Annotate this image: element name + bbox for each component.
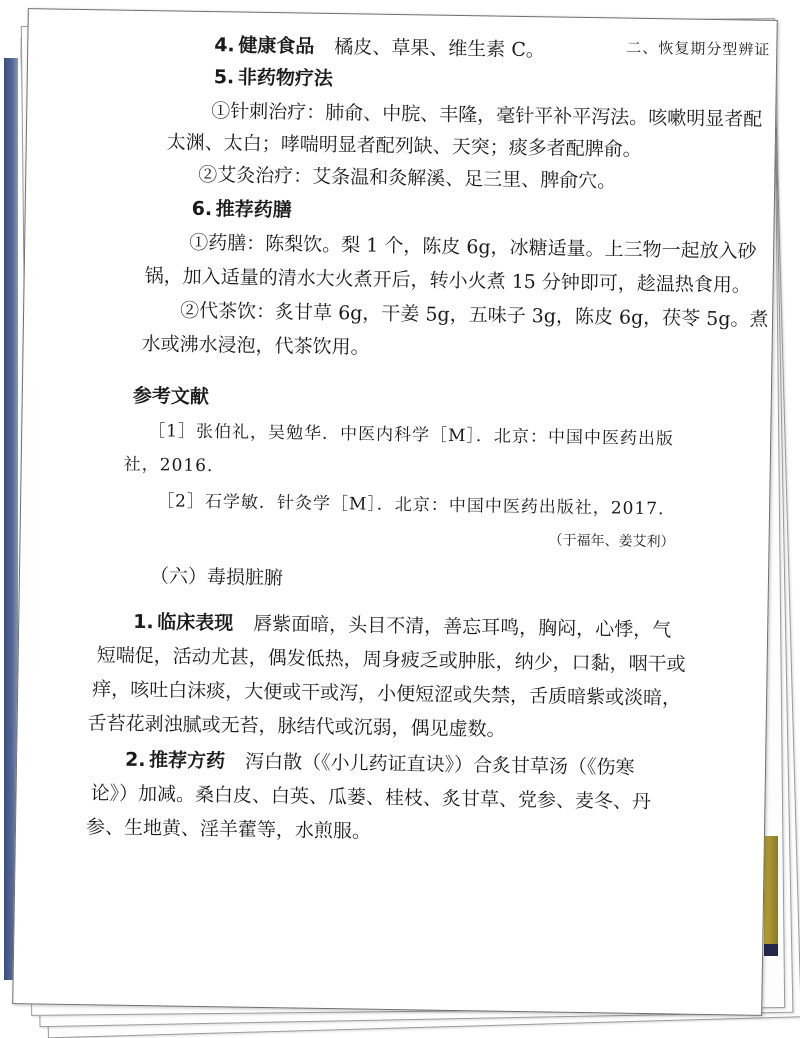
prescription-line-2: 论》）加减。桑白皮、白英、瓜蒌、桂枝、炙甘草、党参、麦冬、丹 <box>90 782 652 814</box>
item-5-number: 5. <box>213 66 235 89</box>
prescription-number: 2. <box>124 748 146 772</box>
reference-2: ［2］石学敏．针灸学［M］．北京：中国中医药出版社，2017. <box>156 491 665 520</box>
document-page <box>12 8 778 1016</box>
cover-edge-gold <box>764 836 778 944</box>
authors-note: （于福年、姜艾利） <box>548 532 675 551</box>
diet-line-4: 水或沸水浸泡，代茶饮用。 <box>141 333 370 359</box>
reference-1-line-1: ［1］张伯礼，吴勉华．中医内科学［M］．北京：中国中医药出版 <box>148 421 675 450</box>
diet-line-1: ①药膳：陈梨饮。梨 1 个，陈皮 6g，冰糖适量。上三物一起放入砂 <box>189 231 757 263</box>
clinical-line-3: 痒，咳吐白沫痰，大便或干或泻，小便短涩或失禁，舌质暗紫或淡暗， <box>92 678 682 710</box>
item-6-title: 推荐药膳 <box>215 198 292 222</box>
clinical-line-4: 舌苔花剥浊腻或无苔，脉结代或沉弱，偶见虚数。 <box>87 712 506 741</box>
reference-1-line-2: 社，2016. <box>123 454 214 477</box>
running-header: 二、恢复期分型辨证 <box>626 38 771 59</box>
cover-edge-dark <box>764 944 778 956</box>
item-6-number: 6. <box>191 197 213 221</box>
diet-line-2: 锅，加入适量的清水大火煮开后，转小火煮 15 分钟即可，趁温热食用。 <box>144 265 752 297</box>
item-5-title: 非药物疗法 <box>237 66 333 90</box>
item-4-text: 橘皮、草果、维生素 C。 <box>334 35 546 62</box>
clinical-line-1: 唇紫面暗，头目不清，善忘耳鸣，胸闷，心悸，气 <box>253 612 672 642</box>
item-4-title: 健康食品 <box>238 34 315 58</box>
moxibustion-line: ②艾灸治疗：艾条温和灸解溪、足三里、脾俞穴。 <box>198 163 617 193</box>
section-6-heading: （六）毒损脏腑 <box>149 565 284 590</box>
references-heading: 参考文献 <box>132 384 209 409</box>
acupuncture-line-2: 太渊、太白；哮喘明显者配列缺、天突；痰多者配脾俞。 <box>166 131 642 161</box>
clinical-title: 临床表现 <box>157 611 234 635</box>
prescription-line-3: 参、生地黄、淫羊藿等，水煎服。 <box>85 816 372 843</box>
prescription-title: 推荐方药 <box>148 749 226 773</box>
item-4-number: 4. <box>214 34 235 57</box>
prescription-line-1: 泻白散（《小儿药证直诀》）合炙甘草汤（《伤寒 <box>244 750 635 779</box>
clinical-number: 1. <box>133 610 154 634</box>
acupuncture-line-1: ①针刺治疗：肺俞、中脘、丰隆，毫针平补平泻法。咳嗽明显者配 <box>211 100 763 131</box>
clinical-line-2: 短喘促，活动尤甚，偶发低热，周身疲乏或肿胀，纳少，口黏，咽干或 <box>96 644 686 676</box>
diet-line-3: ②代茶饮：炙甘草 6g，干姜 5g，五味子 3g，陈皮 6g，茯苓 5g。煮 <box>179 299 769 331</box>
